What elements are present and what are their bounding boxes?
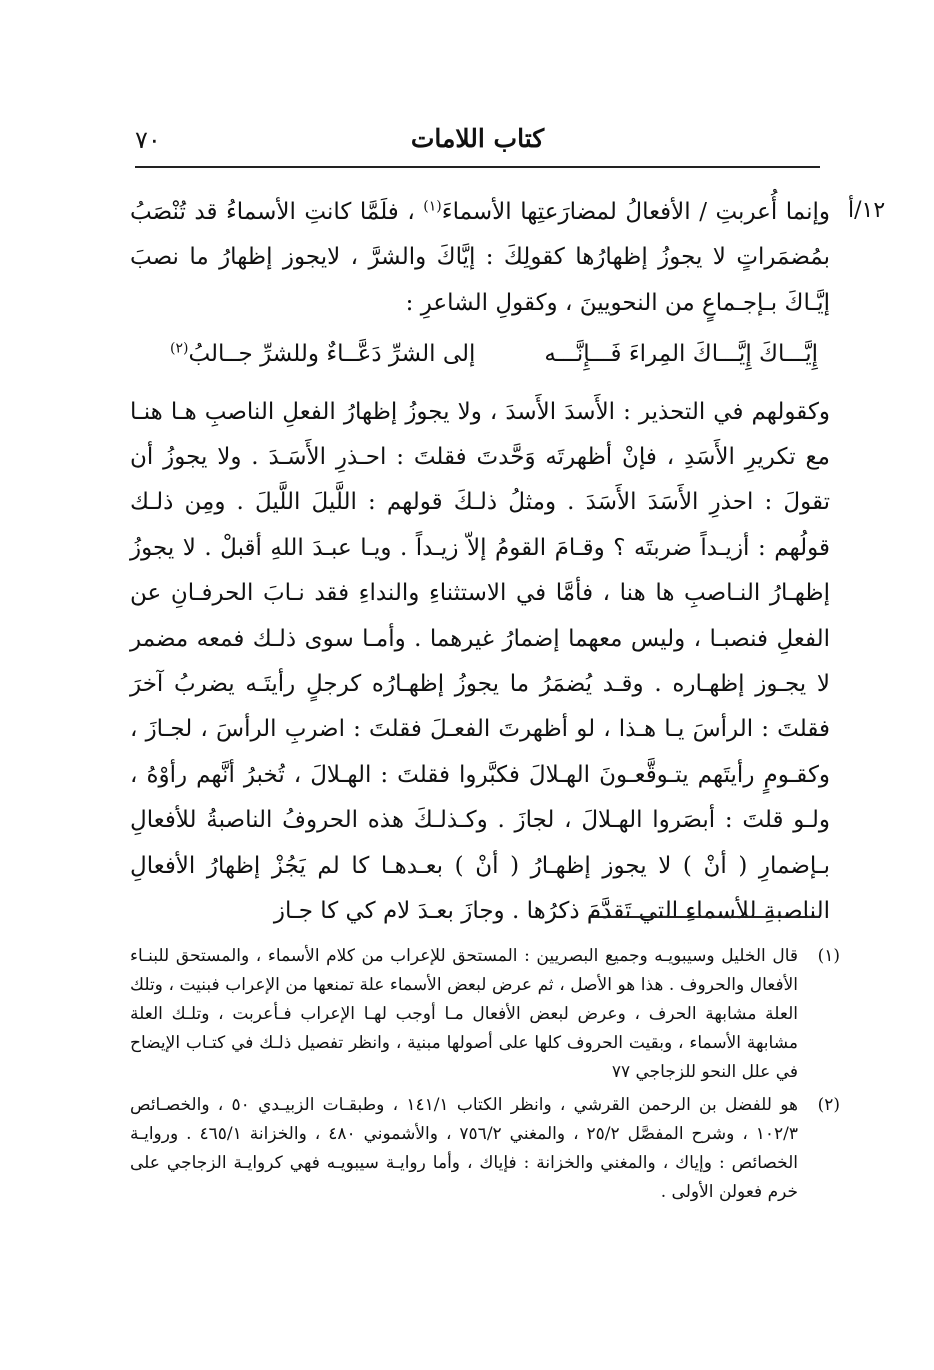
footnote-ref-1: (١) — [423, 198, 442, 215]
footnote-separator — [590, 916, 820, 918]
main-text — [130, 190, 830, 935]
footnote-number: (١) — [817, 946, 840, 966]
main-paragraph: وكقولهم في التحذير : الأَسدَ الأَسدَ ، ولا يجوزُ إظهارُ الفعلِ الناصبِ هـا هنـا مع تكريرِ الأَسَدِ ، فإنْ أظهرتَه وَحَّدتَ فقلتَ : احـذرِ الأَسَـدَ . ولا يجوزُ أن تقولَ : احذرِ الأَسَدَ الأَسَدَ . ومثلُ ذلـكَ قولهم : اللَّيلَ اللَّيلَ . ومِن ذلـك قولُهم : أزيـداً ضربتَه ؟ وقـامَ القومُ إلاّ زيـداً . ويـا عبـدَ اللهِ أقبلْ . لا يجوزُ إظهـارُ النـاصبِ ها هنا ، فأمَّا في الاستثناءِ والنداءِ فقد نـابَ الحرفـانِ عن الفعلِ فنصبـا ، وليس معهما إضمارُ غيرهما . وأمـا سوى ذلـك فمعه مضمر لا يجـوز إظهـاره . وقـد يُضمَرُ ما يجوزُ إظهـارُه كرجلٍ رأيتَـه يضربُ آخرَ فقلتَ : الرأسَ يـا هـذا ، لو أظهرتَ الفعـلَ فقلتَ : اضربِ الرأسَ ، لجـازَ ، وكقـومٍ رأيتَهم يتـوقَّعـونَ الهـلالَ فكبَّروا فقلتَ : الهـلالَ ، تُخبرُ أنَّهم رأوْهُ ، ولـو قلتَ : أبصَروا الهـلالَ ، لجازَ . وكـذلـكَ هذه الحروفُ الناصبةُ للأفعالِ بـإضمارِ ( أنْ ) لا يجوز إظهـارُ ( أنْ ) بعـدهـا كا لم يَجُزْ إظهارُ الأفعالِ الناصبةِ للأسماءِ التي تَقدَّمَ ذكرُها . وجازَ بعـدَ لام كي كا جـاز — [130, 398, 830, 925]
footnote-text: هو للفضل بن الرحمن القرشي ، وانظر الكتاب ١٤١/١ ، وطبقـات الزبيـدي ٥٠ ، والخصـائص ١٠٢/٣ ، وشرح المفصَّل ٢٥/٢ ، والمغني ٧٥٦/٢ ، والأشموني ٤٨٠ ، والخزانة ٤٦٥/١ . وروايـة الخصائص : وإياك ، والمغني والخزانة : فإياك ، وأما روايـة سيبويـه فهي كروايـة الزجاجي على خرم فعولن الأولى . — [130, 1095, 799, 1202]
footnote-number: (٢) — [817, 1095, 840, 1115]
footnotes — [130, 942, 840, 1211]
footnote-item — [130, 942, 840, 1087]
footnote-text: قال الخليل وسيبويـه وجميع البصريين : المستحق للإعراب من كلام الأسماء ، والمستحق للبنـاء الأفعال والحروف . هذا هو الأصل ، ثم عرض لبعض الأسماء علة تمنعها من الإعراب فبنيت ، وتلك العلة مشابهة الحرف ، وعرض لبعض الأفعال مـا أوجب لهـا الإعراب فـأعربت ، وتلـك العلة مشابهة الأسماء ، وبقيت الحروف كلها على أصولها مبنية ، وانظر تفصيل ذلـك في كتـاب الإيضاح في علل النحو للزجاجي ٧٧ — [130, 946, 798, 1082]
footnote-item — [130, 1091, 840, 1207]
page-number: ٧٠ — [135, 126, 161, 154]
footnote-ref-2: (٢) — [170, 340, 189, 357]
verse-second-hemistich: إلى الشرِّ دَعَّــاءٌ وللشرِّ جــالبُ — [188, 341, 476, 368]
page-header — [135, 122, 820, 168]
opening-paragraph — [130, 190, 830, 326]
text-segment: وإنما أُعربتِ / الأفعالُ لمضارَعتِها الأسماءَ — [441, 199, 830, 225]
text-segment: ، فلَمَّا كانتِ الأسماءُ قد تُنْصَبُ بمُضمَراتٍ لا يجوزُ إظهارُها كقولِكَ : إيَّاكَ والشرَّ ، لايجوز إظهارُ ما نصبَ إيَّـاكَ بـإجـماعٍ من النحويينَ ، وكقولِ الشاعرِ : — [130, 199, 830, 316]
verse-second-hemistich-wrap — [170, 332, 475, 377]
poetry-verse — [130, 332, 830, 377]
verse-first-hemistich: إِيَّـــاكَ إِيَّـــاكَ المِراءَ فَـــإِنَّـــه — [544, 341, 818, 368]
page-title: كتاب اللامات — [410, 124, 545, 153]
manuscript-folio-ref: ١٢/أ — [848, 198, 886, 223]
